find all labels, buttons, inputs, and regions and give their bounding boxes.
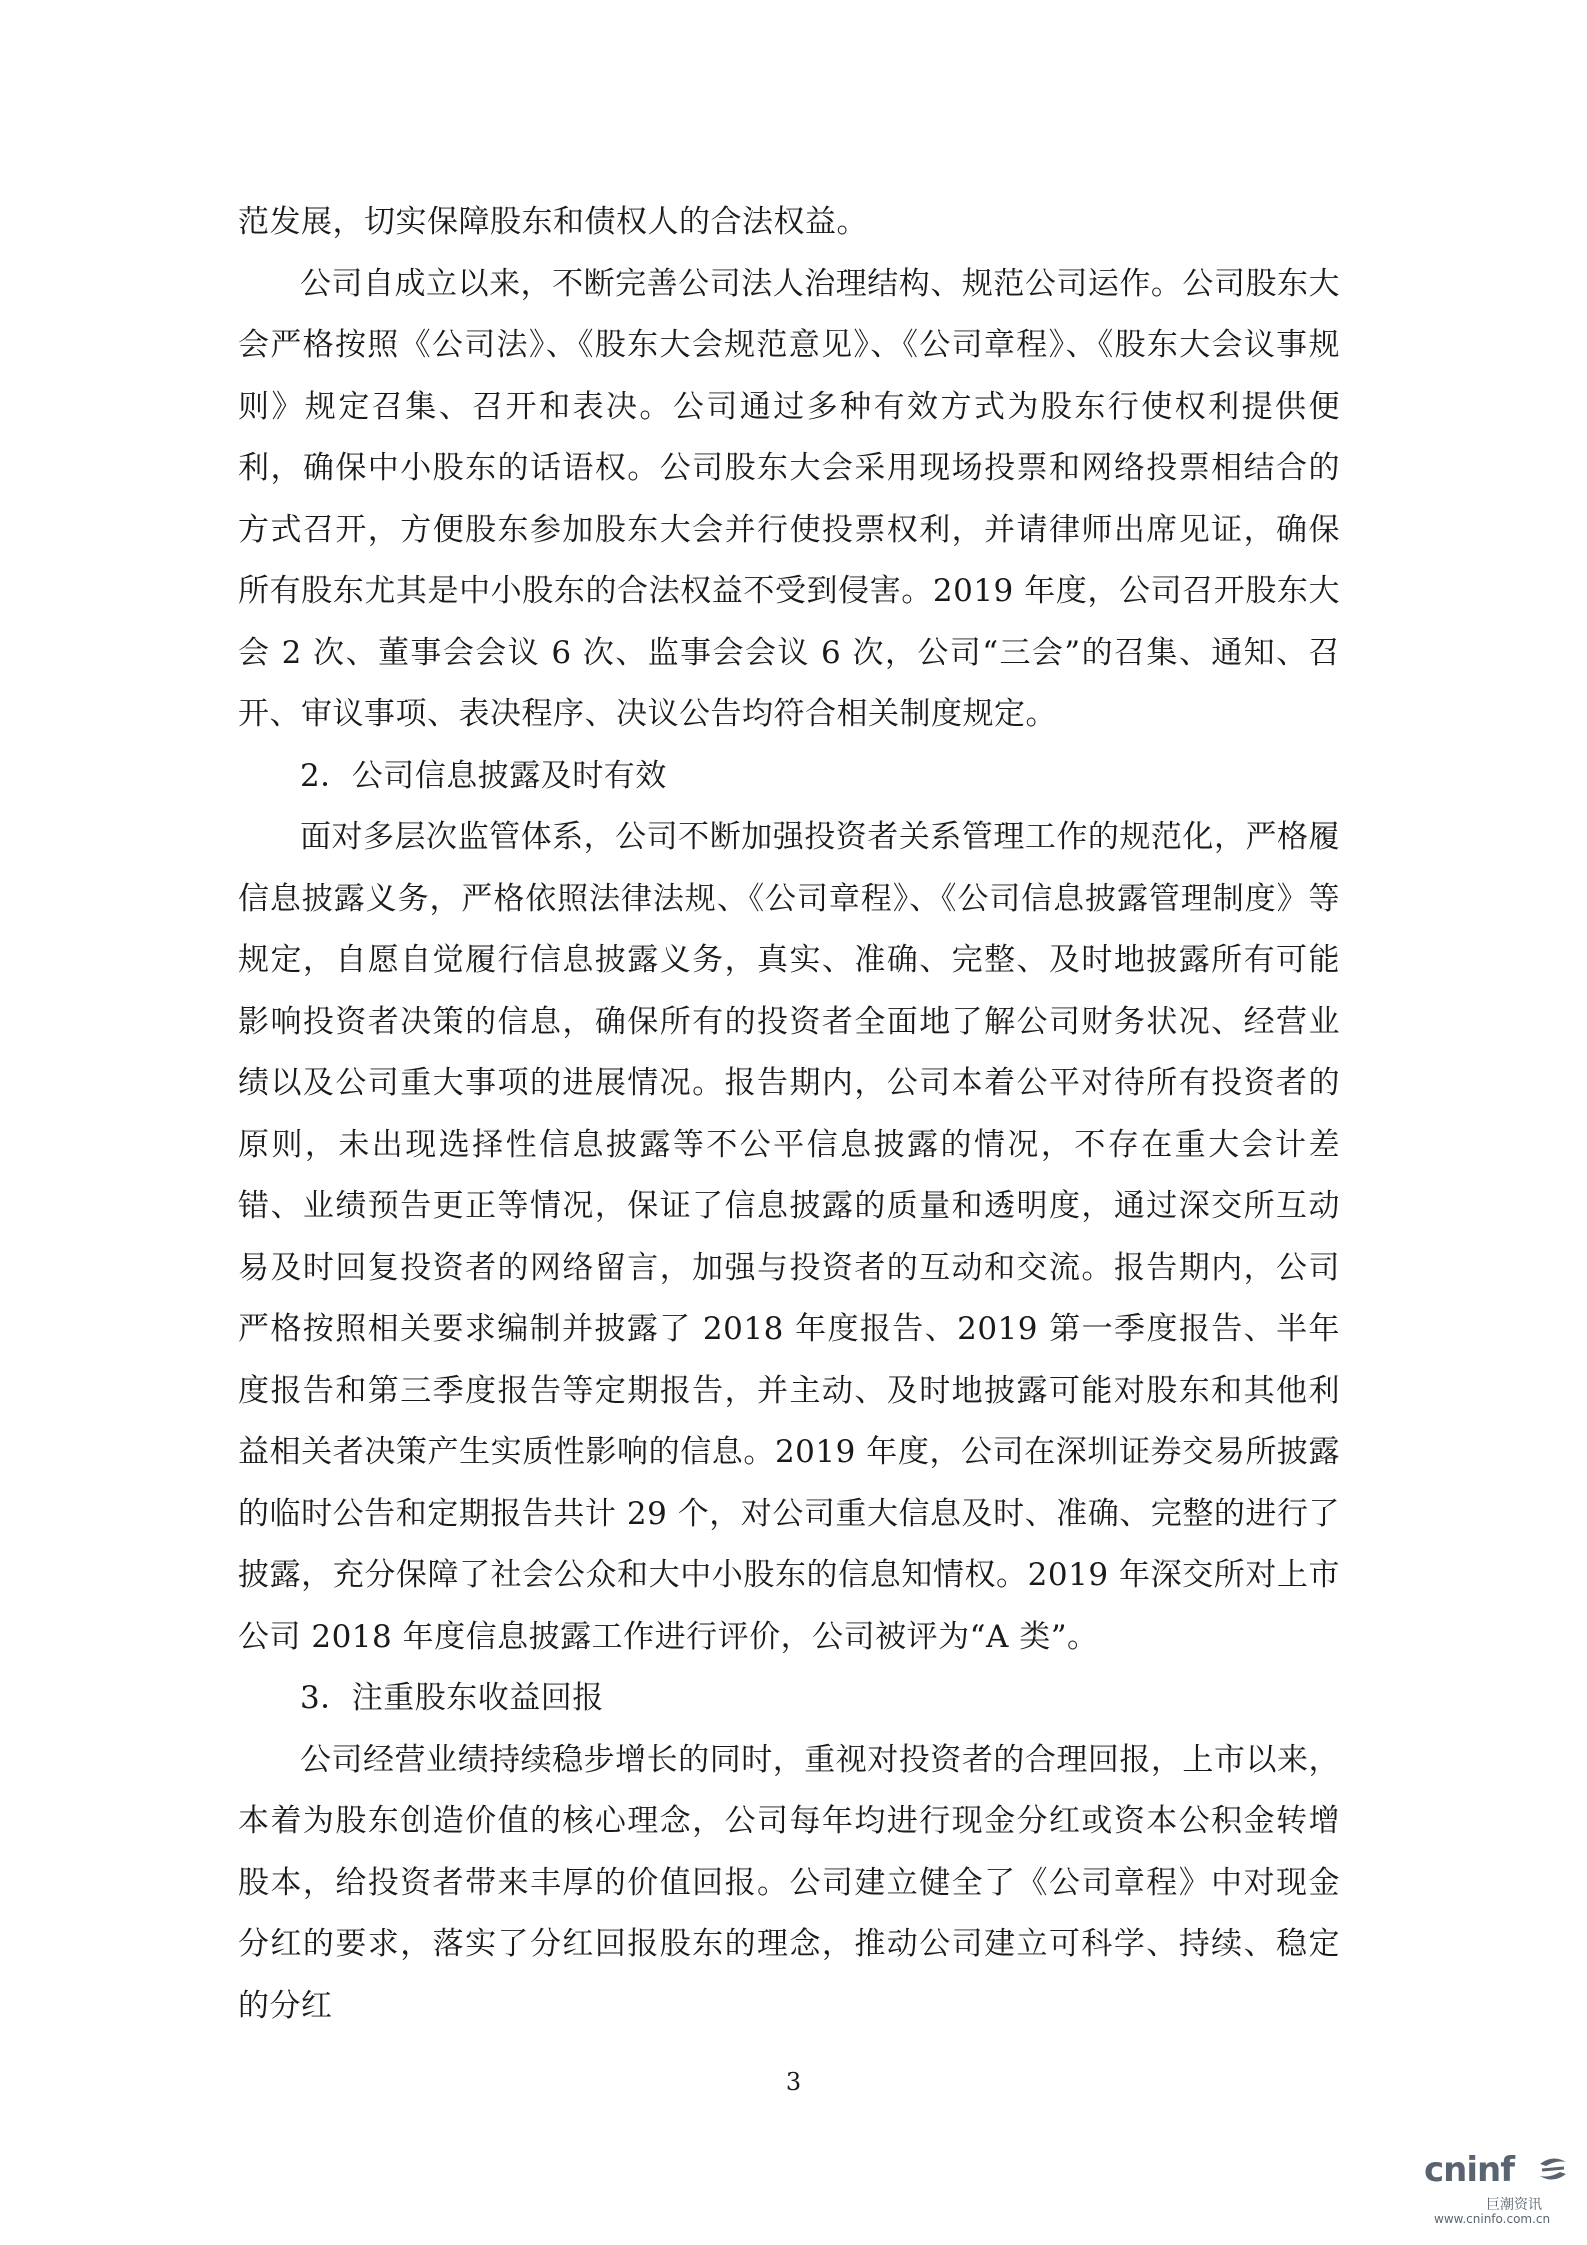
paragraph-continuation: 范发展，切实保障股东和债权人的合法权益。 (238, 204, 868, 240)
paragraph-returns: 公司经营业绩持续稳步增长的同时，重视对投资者的合理回报，上市以来，本着为股东创造价值的核心理念，公司每年均进行现金分红或资本公积金转增股本，给投资者带来丰厚的价值回报。公司建立健全了《公司章程》中对现金分红的要求，落实了分红回报股东的理念，推动公司建立可科学、持续、稳定的分红 (238, 1741, 1340, 2024)
logo-url: www.cninfo.com.cn (1434, 2212, 1551, 2226)
logo-brand-text: cninf (1424, 2150, 1515, 2190)
paragraph-disclosure: 面对多层次监管体系，公司不断加强投资者关系管理工作的规范化，严格履信息披露义务，严格依照法律法规、《公司章程》、《公司信息披露管理制度》等规定，自愿自觉履行信息披露义务，真实、准确、完整、及时地披露所有可能影响投资者决策的信息，确保所有的投资者全面地了解公司财务状况、经营业绩以及公司重大事项的进展情况。报告期内，公司本着公平对待所有投资者的原则，未出现选择性信息披露等不公平信息披露的情况，不存在重大会计差错、业绩预告更正等情况，保证了信息披露的质量和透明度，通过深交所互动易及时回复投资者的网络留言，加强与投资者的互动和交流。报告期内，公司严格按照相关要求编制并披露了 2018 年度报告、2019 第一季度报告、半年度报告和第三季度报告等定期报告，并主动、及时地披露可能对股东和其他利益相关者决策产生实质性影响的信息。2019 年度，公司在深圳证券交易所披露的临时公告和定期报告共计 29 个，对公司重大信息及时、准确、完整的进行了披露，充分保障了社会公众和大中小股东的信息知情权。2019 年深交所对上市公司 2018 年度信息披露工作进行评价，公司被评为“A 类”。 (238, 819, 1340, 1655)
cninfo-swirl-icon (1536, 2154, 1570, 2184)
logo-brand-cn: 巨潮资讯 (1486, 2197, 1542, 2213)
document-body (238, 192, 1340, 2037)
paragraph-governance: 公司自成立以来，不断完善公司法人治理结构、规范公司运作。公司股东大会严格按照《公司法》、《股东大会规范意见》、《公司章程》、《股东大会议事规则》规定召集、召开和表决。公司通过多种有效方式为股东行使权利提供便利，确保中小股东的话语权。公司股东大会采用现场投票和网络投票相结合的方式召开，方便股东参加股东大会并行使投票权利，并请律师出席见证，确保所有股东尤其是中小股东的合法权益不受到侵害。2019 年度，公司召开股东大会 2 次、董事会会议 6 次、监事会会议 6 次，公司“三会”的召集、通知、召开、审议事项、表决程序、决议公告均符合相关制度规定。 (238, 265, 1340, 732)
section-heading-disclosure: 2．公司信息披露及时有效 (300, 757, 667, 794)
cninfo-watermark-logo (1424, 2150, 1574, 2230)
page-number: 3 (785, 2068, 802, 2096)
section-heading-returns: 3．注重股东收益回报 (300, 1680, 604, 1716)
